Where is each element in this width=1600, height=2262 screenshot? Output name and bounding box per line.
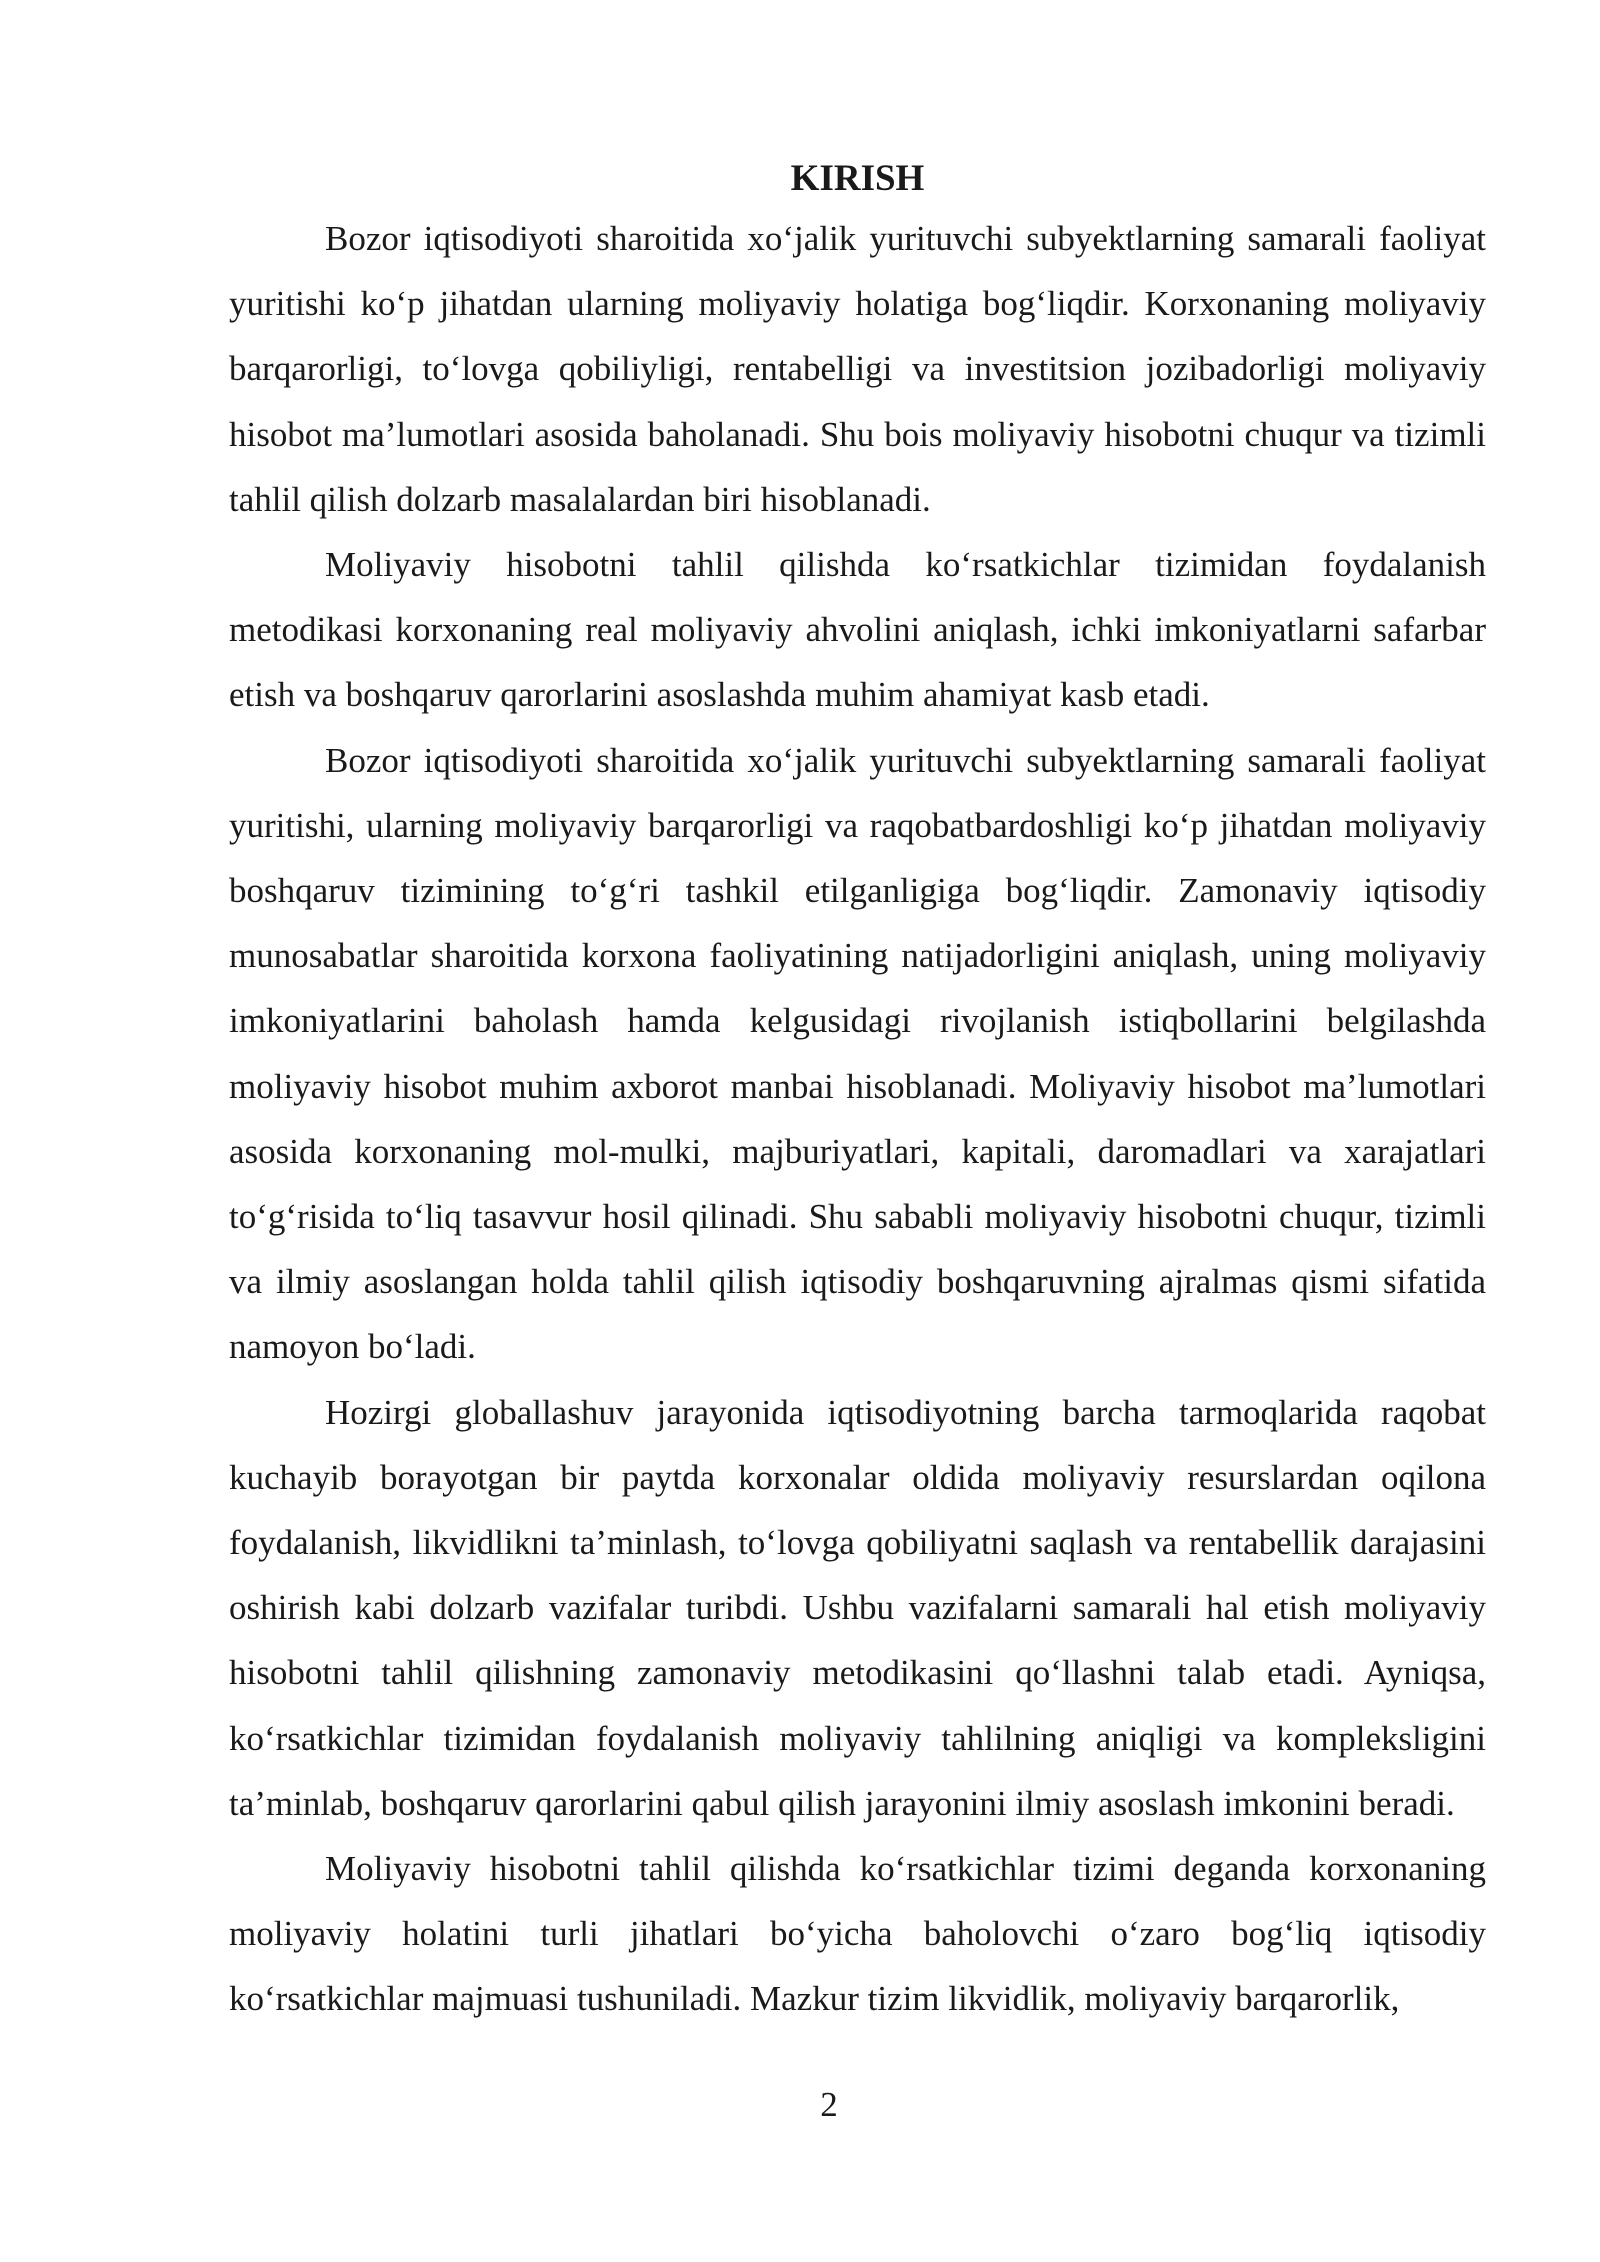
section-heading: KIRISH <box>790 158 925 199</box>
page-content <box>229 152 1486 2032</box>
paragraph-1: Bozor iqtisodiyoti sharoitida xo‘jalik yurituvchi subyektlarning samarali faoliyat yuritishi ko‘p jihatdan ularning moliyaviy holatiga bog‘liqdir. Korxonaning moliyaviy barqarorligi, to‘lovga qobiliyligi, rentabelligi va investitsion jozibadorligi moliyaviy hisobot ma’lumotlari asosida baholanadi. Shu bois moliyaviy hisobotni chuqur va tizimli tahlil qilish dolzarb masalalardan biri hisoblanadi. <box>229 219 1486 519</box>
paragraph-5: Moliyaviy hisobotni tahlil qilishda ko‘rsatkichlar tizimi deganda korxonaning moliyaviy holatini turli jihatlari bo‘yicha baholovchi o‘zaro bog‘liq iqtisodiy ko‘rsatkichlar majmuasi tushuniladi. Mazkur tizim likvidlik, moliyaviy barqarorlik, <box>229 1849 1486 2019</box>
paragraph-2: Moliyaviy hisobotni tahlil qilishda ko‘rsatkichlar tizimidan foydalanish metodikasi korxonaning real moliyaviy ahvolini aniqlash, ichki imkoniyatlarni safarbar etish va boshqaruv qarorlarini asoslashda muhim ahamiyat kasb etadi. <box>229 545 1486 715</box>
paragraph-4: Hozirgi globallashuv jarayonida iqtisodiyotning barcha tarmoqlarida raqobat kuchayib borayotgan bir paytda korxonalar oldida moliyaviy resurslardan oqilona foydalanish, likvidlikni ta’minlash, to‘lovga qobiliyatni saqlash va rentabellik darajasini oshirish kabi dolzarb vazifalar turibdi. Ushbu vazifalarni samarali hal etish moliyaviy hisobotni tahlil qilishning zamonaviy metodikasini qo‘llashni talab etadi. Ayniqsa, ko‘rsatkichlar tizimidan foydalanish moliyaviy tahlilning aniqligi va kompleksligini ta’minlab, boshqaruv qarorlarini qabul qilish jarayonini ilmiy asoslash imkonini beradi. <box>229 1392 1486 1823</box>
paragraph-3: Bozor iqtisodiyoti sharoitida xo‘jalik yurituvchi subyektlarning samarali faoliyat yuritishi, ularning moliyaviy barqarorligi va raqobatbardoshligi ko‘p jihatdan moliyaviy boshqaruv tizimining to‘g‘ri tashkil etilganligiga bog‘liqdir. Zamonaviy iqtisodiy munosabatlar sharoitida korxona faoliyatining natijadorligini aniqlash, uning moliyaviy imkoniyatlarini baholash hamda kelgusidagi rivojlanish istiqbollarini belgilashda moliyaviy hisobot muhim axborot manbai hisoblanadi. Moliyaviy hisobot ma’lumotlari asosida korxonaning mol-mulki, majburiyatlari, kapitali, daromadlari va xarajatlari to‘g‘risida to‘liq tasavvur hosil qilinadi. Shu sababli moliyaviy hisobotni chuqur, tizimli va ilmiy asoslangan holda tahlil qilish iqtisodiy boshqaruvning ajralmas qismi sifatida namoyon bo‘ladi. <box>229 740 1486 1367</box>
page-number: 2 <box>820 2085 838 2124</box>
